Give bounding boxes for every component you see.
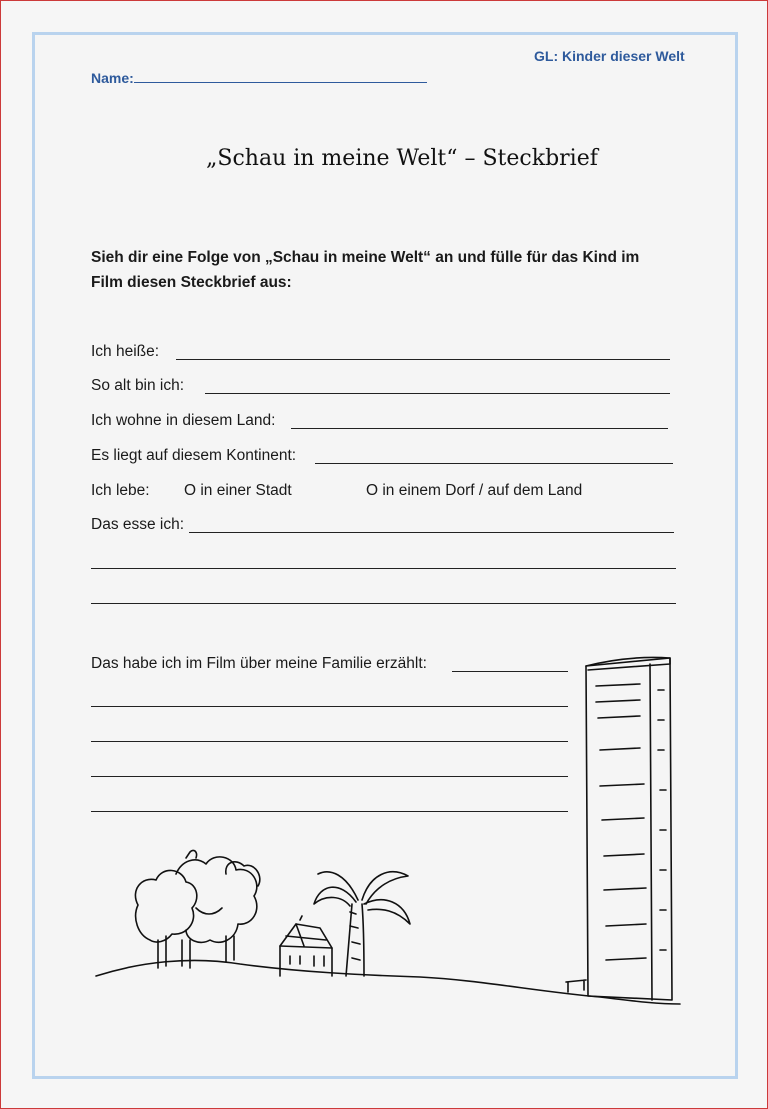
field-lives-label: Ich lebe: [91, 482, 150, 499]
name-label: Name: [91, 70, 134, 86]
field-food-label: Das esse ich: [91, 516, 185, 533]
subject-tag: GL: Kinder dieser Welt [534, 48, 685, 64]
field-continent-label: Es liegt auf diesem Kontinent: [91, 447, 297, 464]
instruction-line-1: Sieh dir eine Folge von „Schau in meine Welt“ an und fülle für das Kind im [91, 249, 640, 266]
bench-icon [566, 980, 586, 992]
field-family-label: Das habe ich im Film über meine Familie erzählt: [91, 655, 427, 672]
field-name-label: Ich heiße: [91, 343, 160, 360]
house-icon [280, 916, 332, 976]
palm-tree-icon [314, 872, 410, 976]
ground-line [96, 960, 680, 1004]
instruction-line-2: Film diesen Steckbrief aus: [91, 274, 292, 291]
skyscraper-icon [586, 657, 672, 1000]
field-country-label: Ich wohne in diesem Land: [91, 412, 276, 429]
field-age-label: So alt bin ich: [91, 377, 185, 394]
tree-icon [135, 850, 259, 968]
page-title: „Schau in meine Welt“ – Steckbrief [206, 146, 598, 171]
option-village-checkbox[interactable]: O in einem Dorf / auf dem Land [366, 482, 583, 499]
option-city-checkbox[interactable]: O in einer Stadt [184, 482, 292, 499]
